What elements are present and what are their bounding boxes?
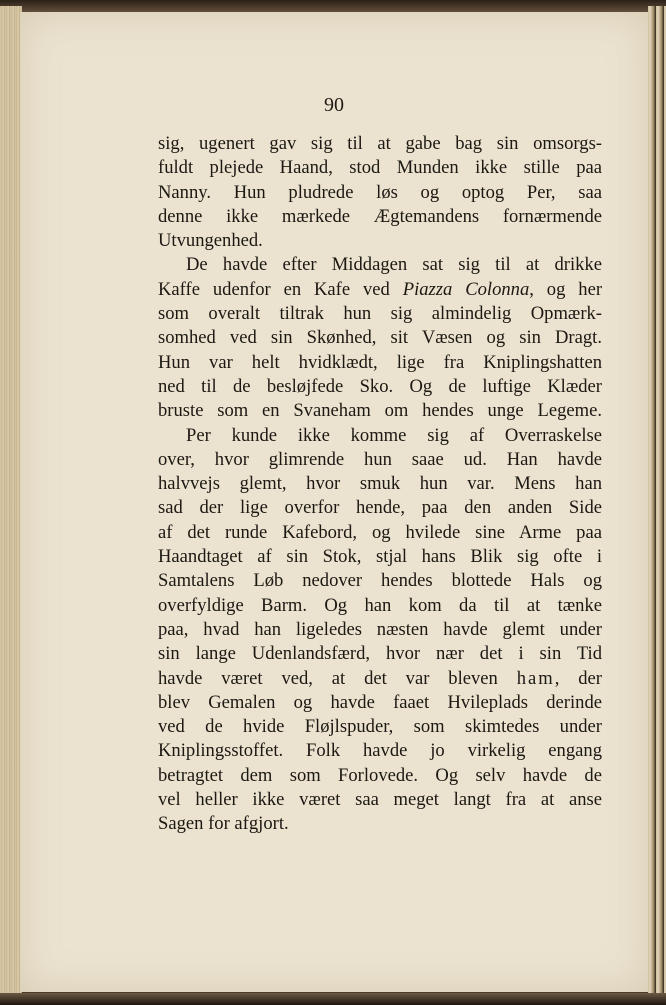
spaced-emphasis: ham — [516, 667, 555, 689]
page-edges-right — [648, 6, 666, 1000]
text-line: sig, ugenert gav sig til at gabe bag sin omsorgs- — [158, 133, 602, 154]
text-line: denne ikke mærkede Ægtemandens fornærmende — [158, 205, 602, 227]
book-page — [20, 12, 648, 992]
text-line: over, hvor glimrende hun saae ud. Han havde — [158, 448, 602, 470]
text-line: Utvungenhed. — [158, 230, 263, 252]
text-line-part: , der — [554, 667, 602, 689]
text-line: Haandtaget af sin Stok, stjal hans Blik sig ofte i — [158, 546, 602, 568]
text-line: vel heller ikke været saa meget langt fra at anse — [158, 789, 602, 811]
text-line — [158, 278, 602, 302]
text-line: somhed ved sin Skønhed, sit Væsen og sin Dragt. — [158, 327, 602, 349]
text-line: overfyldige Barm. Og han kom da til at tænke — [158, 594, 602, 616]
text-line: blev Gemalen og havde faaet Hvileplads derinde — [158, 691, 602, 713]
text-line: paa, hvad han ligeledes næsten havde glemt under — [158, 618, 602, 640]
text-line: Samtalens Løb nedover hendes blottede Hals og — [158, 570, 602, 592]
body-text — [158, 132, 602, 837]
text-line: som overalt tiltrak hun sig almindelig Opmærk- — [158, 303, 602, 325]
book-bottom-edge — [0, 993, 666, 1005]
page-edges-left — [0, 6, 22, 998]
text-line-part: havde været ved, at det var bleven — [158, 667, 517, 689]
text-line: Per kunde ikke komme sig af Overraskelse — [186, 424, 602, 446]
text-line: Kniplingsstoffet. Folk havde jo virkelig engang — [158, 740, 602, 762]
text-line: ned til de besløjfede Sko. Og de luftige Klæder — [158, 375, 602, 397]
text-line — [158, 667, 602, 691]
text-line-part: Kaffe udenfor en Kafe ved — [158, 278, 403, 300]
text-line: Nanny. Hun pludrede løs og optog Per, saa — [158, 181, 602, 203]
text-line: sad der lige overfor hende, paa den anden Side — [158, 497, 602, 519]
text-line-part: , og her — [529, 278, 603, 300]
text-line: halvvejs glemt, hvor smuk hun var. Mens han — [158, 473, 602, 495]
text-line: betragtet dem som Forlovede. Og selv havde de — [158, 764, 602, 786]
text-line: fuldt plejede Haand, stod Munden ikke stille paa — [158, 157, 602, 179]
text-line: ved de hvide Fløjlspuder, som skimtedes under — [158, 716, 602, 738]
italic-place-name: Piazza Colonna — [402, 278, 530, 300]
text-line: Sagen for afgjort. — [158, 813, 289, 835]
text-line: De havde efter Middagen sat sig til at drikke — [186, 254, 602, 276]
text-line: af det runde Kafebord, og hvilede sine Arme paa — [158, 521, 602, 543]
text-line: sin lange Udenlandsfærd, hvor nær det i sin Tid — [158, 643, 602, 665]
page-number: 90 — [324, 94, 344, 116]
text-line: Hun var helt hvidklædt, lige fra Kniplingshatten — [158, 351, 602, 373]
text-line: bruste som en Svaneham om hendes unge Legeme. — [158, 400, 602, 422]
